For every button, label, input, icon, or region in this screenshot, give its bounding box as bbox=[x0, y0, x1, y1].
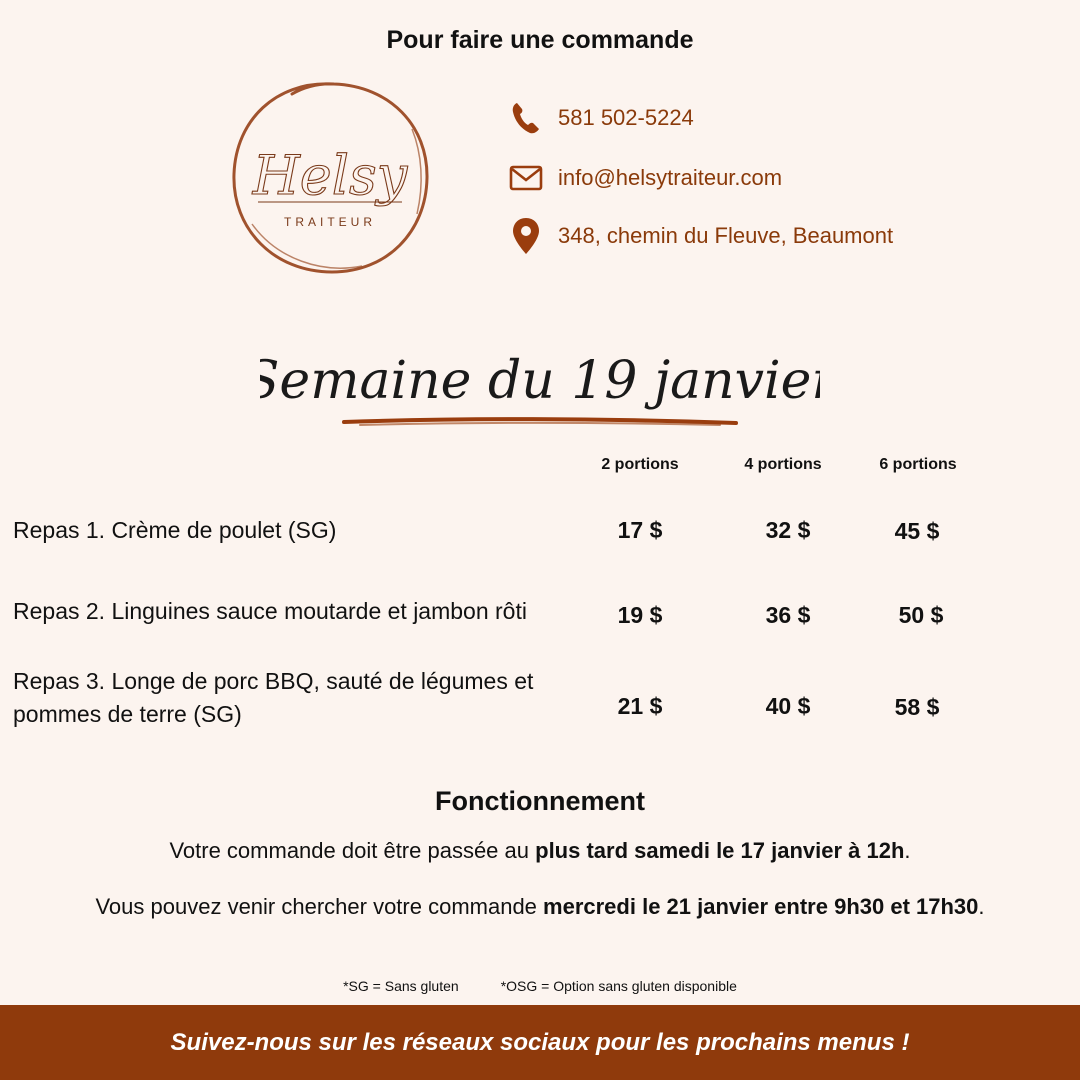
logo-subtitle: TRAITEUR bbox=[284, 215, 376, 229]
meal-2-price-4: 36 $ bbox=[765, 602, 811, 628]
meal-1-price-4: 32 $ bbox=[765, 517, 811, 543]
fonctionnement-title: Fonctionnement bbox=[435, 786, 645, 816]
col-header-2-portions: 2 portions bbox=[601, 456, 679, 473]
envelope-icon bbox=[508, 160, 544, 196]
contact-address[interactable] bbox=[508, 216, 893, 256]
phone-icon bbox=[508, 100, 544, 136]
meal-3-name-line2: pommes de terre (SG) bbox=[13, 701, 242, 727]
meal-1-price-6: 45 $ bbox=[894, 518, 940, 544]
week-title bbox=[260, 330, 820, 440]
order-deadline-post: . bbox=[904, 838, 911, 863]
pickup-bold: mercredi le 21 janvier entre 9h30 et 17h30 bbox=[543, 894, 979, 919]
col-header-6-portions: 6 portions bbox=[879, 456, 957, 473]
meal-2-price-6: 50 $ bbox=[898, 602, 944, 628]
week-title-text: Semaine du 19 janvier bbox=[260, 351, 820, 411]
note-sg: *SG = Sans gluten bbox=[343, 978, 459, 994]
order-deadline-pre: Votre commande doit être passée au bbox=[169, 838, 536, 863]
contact-email[interactable] bbox=[508, 158, 782, 198]
address-text: 348, chemin du Fleuve, Beaumont bbox=[558, 223, 894, 248]
helsy-logo bbox=[222, 74, 438, 284]
footnotes bbox=[0, 978, 1080, 994]
contact-phone[interactable] bbox=[508, 98, 694, 138]
meal-1-price-2: 17 $ bbox=[617, 517, 663, 543]
footer-banner bbox=[0, 1005, 1080, 1080]
pickup-post: . bbox=[978, 894, 985, 919]
logo-name: Helsy bbox=[252, 144, 408, 207]
col-header-4-portions: 4 portions bbox=[744, 456, 822, 473]
page-title: Pour faire une commande bbox=[386, 26, 694, 54]
meal-2-price-2: 19 $ bbox=[617, 602, 663, 628]
footer-text: Suivez-nous sur les réseaux sociaux pour les prochains menus ! bbox=[170, 1028, 910, 1056]
meal-3-name bbox=[13, 665, 533, 731]
meal-3-name-line1: Repas 3. Longe de porc BBQ, sauté de légumes et bbox=[13, 668, 534, 694]
note-osg: *OSG = Option sans gluten disponible bbox=[500, 978, 737, 994]
meal-1-name: Repas 1. Crème de poulet (SG) bbox=[13, 517, 337, 543]
order-deadline-text bbox=[0, 838, 1080, 864]
pickup-text bbox=[0, 894, 1080, 920]
meal-2-name: Repas 2. Linguines sauce moutarde et jambon rôti bbox=[13, 598, 527, 624]
location-pin-icon bbox=[508, 218, 544, 254]
email-text: info@helsytraiteur.com bbox=[558, 165, 783, 190]
pickup-pre: Vous pouvez venir chercher votre commande bbox=[95, 894, 544, 919]
phone-text: 581 502-5224 bbox=[558, 105, 694, 130]
order-deadline-bold: plus tard samedi le 17 janvier à 12h bbox=[535, 838, 905, 863]
meal-3-price-4: 40 $ bbox=[765, 693, 811, 719]
meal-3-price-6: 58 $ bbox=[894, 694, 940, 720]
meal-3-price-2: 21 $ bbox=[617, 693, 663, 719]
